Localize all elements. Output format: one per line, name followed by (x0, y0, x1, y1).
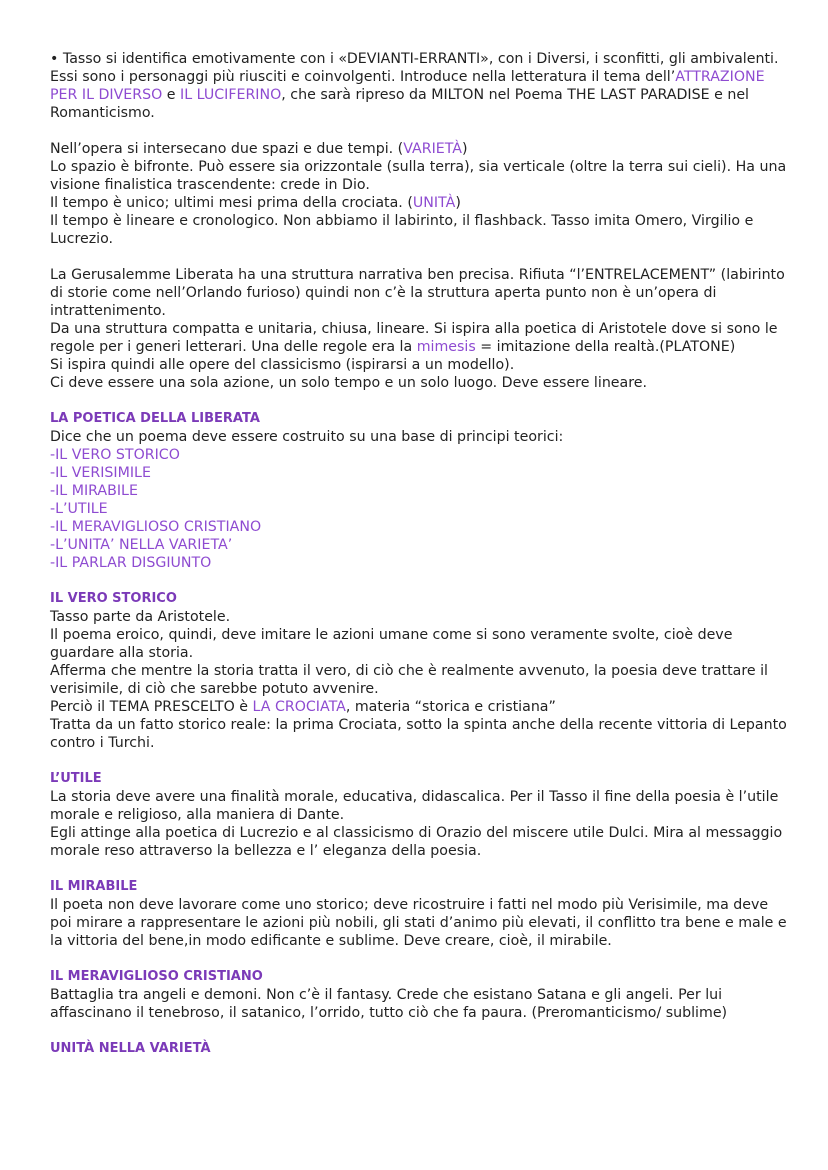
highlight-luciferino: IL LUCIFERINO (180, 87, 282, 103)
vero-storico-line-5: Tratta da un fatto storico reale: la prima Crociata, sotto la spinta anche della recente vittoria di Lepanto contro i Turchi. (50, 717, 787, 751)
meraviglioso-line-1: Battaglia tra angeli e demoni. Non c’è il fantasy. Crede che esistano Satana e gli angeli. Per lui affascinano il tenebroso, il satanico, l’orrido, tutto ciò che fa paura. (Preromanticismo/ sublime) (50, 987, 728, 1021)
heading-utile: L’UTILE (50, 771, 102, 786)
utile-line-1: La storia deve avere una finalità morale, educativa, didascalica. Per il Tasso il fine della poesia è l’utile morale e religioso, alla maniera di Dante. (50, 789, 779, 823)
heading-mirabile: IL MIRABILE (50, 879, 138, 894)
intro-paragraph: • Tasso si identifica emotivamente con i «DEVIANTI-ERRANTI», con i Diversi, i sconfitti, gli ambivalenti. Essi sono i personaggi più riusciti e coinvolgenti. Introduce nella letteratura il tema dell’ATTRAZIONE PER IL DIVERSO e IL LUCIFERINO, che sarà ripreso da MILTON nel Poema THE LAST PARADISE e nel Romanticismo. (50, 51, 779, 121)
spazi-line-1: Nell’opera si intersecano due spazi e due tempi. (VARIETÀ) (50, 141, 468, 157)
spazi-line-3: Il tempo è unico; ultimi mesi prima della crociata. (UNITÀ) (50, 195, 461, 211)
poetica-item: -L’UTILE (50, 501, 108, 517)
utile-line-2: Egli attinge alla poetica di Lucrezio e al classicismo di Orazio del miscere utile Dulci. Mira al messaggio morale reso attraverso la bellezza e l’ eleganza della poesia. (50, 825, 783, 859)
poetica-item: -IL VERO STORICO (50, 447, 180, 463)
poetica-intro: Dice che un poema deve essere costruito su una base di principi teorici: (50, 429, 564, 445)
struttura-line-4: Ci deve essere una sola azione, un solo tempo e un solo luogo. Deve essere lineare. (50, 375, 647, 391)
poetica-item: -L’UNITA’ NELLA VARIETA’ (50, 537, 233, 553)
struttura-line-2: Da una struttura compatta e unitaria, chiusa, lineare. Si ispira alla poetica di Aristotele dove si sono le regole per i generi letterari. Una delle regole era la mimesis = imitazione della realtà.(PLATONE) (50, 321, 778, 355)
struttura-line-3: Si ispira quindi alle opere del classicismo (ispirarsi a un modello). (50, 357, 515, 373)
highlight-varieta: VARIETÀ (403, 141, 462, 157)
highlight-attrazione: ATTRAZIONE PER IL DIVERSO (50, 69, 765, 103)
struttura-line-1: La Gerusalemme Liberata ha una struttura narrativa ben precisa. Rifiuta “l’ENTRELACEMENT” (labirinto di storie come nell’Orlando furioso) quindi non c’è la struttura aperta punto non è un’opera di intrattenimento. (50, 267, 785, 319)
highlight-crociata: LA CROCIATA (252, 699, 346, 715)
poetica-item: -IL VERISIMILE (50, 465, 151, 481)
heading-meraviglioso: IL MERAVIGLIOSO CRISTIANO (50, 969, 263, 984)
heading-poetica: LA POETICA DELLA LIBERATA (50, 411, 260, 426)
poetica-item: -IL MERAVIGLIOSO CRISTIANO (50, 519, 262, 535)
poetica-item: -IL MIRABILE (50, 483, 138, 499)
highlight-mimesis: mimesis (416, 339, 476, 355)
vero-storico-line-3: Afferma che mentre la storia tratta il vero, di ciò che è realmente avvenuto, la poesia deve trattare il verisimile, di ciò che sarebbe potuto avvenire. (50, 663, 768, 697)
poetica-item: -IL PARLAR DISGIUNTO (50, 555, 212, 571)
spazi-line-4: Il tempo è lineare e cronologico. Non abbiamo il labirinto, il flashback. Tasso imita Omero, Virgilio e Lucrezio. (50, 213, 754, 247)
heading-vero-storico: IL VERO STORICO (50, 591, 177, 606)
heading-unita: UNITÀ NELLA VARIETÀ (50, 1041, 211, 1056)
spazi-line-2: Lo spazio è bifronte. Può essere sia orizzontale (sulla terra), sia verticale (oltre la terra sui cieli). Ha una visione finalistica trascendente: crede in Dio. (50, 159, 787, 193)
mirabile-line-1: Il poeta non deve lavorare come uno storico; deve ricostruire i fatti nel modo più Verisimile, ma deve poi mirare a rappresentare le azioni più nobili, gli stati d’animo più elevati, il conflitto tra bene e male e la vittoria del bene,in modo edificante e sublime. Deve creare, cioè, il mirabile. (50, 897, 787, 949)
vero-storico-line-2: Il poema eroico, quindi, deve imitare le azioni umane come si sono veramente svolte, cioè deve guardare alla storia. (50, 627, 733, 661)
highlight-unita: UNITÀ (412, 195, 456, 211)
vero-storico-line-4: Perciò il TEMA PRESCELTO è LA CROCIATA, materia “storica e cristiana” (50, 699, 556, 715)
vero-storico-line-1: Tasso parte da Aristotele. (50, 609, 231, 625)
